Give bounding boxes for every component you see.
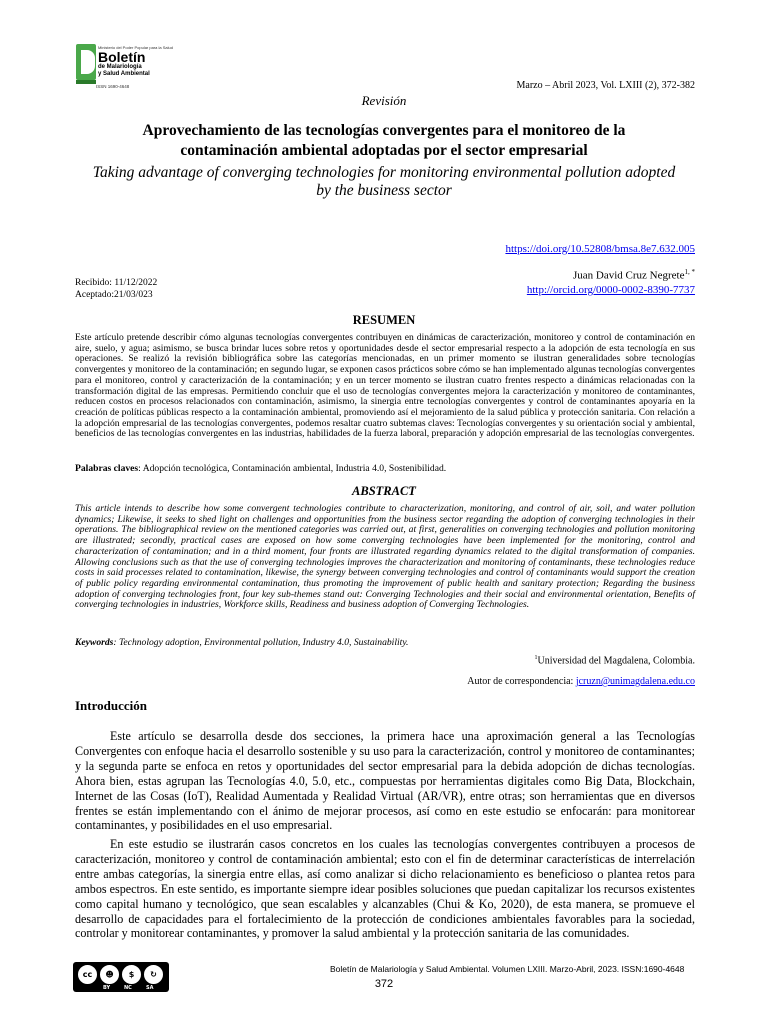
title-spanish: Aprovechamiento de las tecnologías convergentes para el monitoreo de la contaminación ambiental adoptadas por el sector empresarial bbox=[142, 122, 626, 159]
correspondence-label: Autor de correspondencia: bbox=[467, 676, 576, 687]
author-name: Juan David Cruz Negrete bbox=[573, 269, 685, 282]
cc-nc-label: NC bbox=[124, 985, 132, 991]
affiliation: $^1$Universidad del Magdalena, Colombia. bbox=[534, 655, 695, 667]
accepted-date: Aceptado:21/03/023 bbox=[75, 289, 153, 300]
intro-paragraph-1: Este artículo se desarrolla desde dos secciones, la primera hace una aproximación general a las Tecnologías Convergentes con enfoque hacia el desarrollo sostenible y su uso para la caracterización, control y monitoreo de contaminantes; y la segunda parte se enfoca en retos y oportunidades del sector empresarial para la debida adopción de dichas tecnologías. Ahora bien, estas agrupan las Tecnologías 4.0, 5.0, etc., compuestas por herramientas digitales como Big Data, Blockchain, Internet de las Cosas (IoT), Realidad Aumentada y Realidad Virtual (AR/VR), entre otras; son herramientas que en diversos frentes se están implementando con el ánimo de mejorar procesos, así como en este estudio se enfocarán: para monitorear contaminantes, y posibilidades en el uso empresarial. bbox=[75, 729, 695, 833]
author-sup: 1, * bbox=[684, 268, 695, 276]
correspondence bbox=[467, 676, 695, 687]
section-label: Revisión bbox=[361, 93, 407, 108]
keywords-en-label: Keywords bbox=[75, 637, 114, 648]
abstract-heading: ABSTRACT bbox=[352, 484, 416, 498]
intro-paragraph-2: En este estudio se ilustrarán casos concretos en los cuales las tecnologías convergentes contribuyen a procesos de caracterización, monitoreo y control de contaminación ambiental; esto con el fin de determinar características de interrelación entre ambas categorías, la sinergia entre ellas, así como analizar si dicho relacionamiento es beneficioso o plantea retos para ambos espectros. En este sentido, es importante siempre idear posibles soluciones que puedan capitalizar los recursos existentes como capital humano y tecnológico, que sean escalables y alcanzables (Chui & Ko, 2020), de esta manera, se promueve el desarrollo de capacidades para el fortalecimiento de la protección de condiciones ambientales favorables para la sociedad, controlar y monitorear contaminantes, y promover la salud ambiental y la protección sanitaria de las comunidades. bbox=[75, 837, 695, 941]
keywords-es bbox=[75, 463, 695, 474]
page-number: 372 bbox=[374, 978, 394, 990]
cc-sa-label: SA bbox=[146, 985, 154, 991]
journal-logo bbox=[76, 44, 176, 92]
sharealike-icon: ↻ bbox=[144, 965, 163, 984]
logo-subtitle: de Malariología y Salud Ambiental bbox=[98, 64, 150, 77]
footer-text: Boletín de Malariología y Salud Ambiental. Volumen LXIII. Marzo-Abril, 2023. ISSN:1690-4648 bbox=[330, 964, 685, 974]
resumen-heading: RESUMEN bbox=[352, 313, 416, 327]
keywords-es-text: : Adopción tecnológica, Contaminación ambiental, Industria 4.0, Sostenibilidad. bbox=[138, 463, 447, 474]
issue-info: Marzo – Abril 2023, Vol. LXIII (2), 372-382 bbox=[516, 80, 695, 91]
logo-tagline: Ministerio del Poder Popular para la Salud bbox=[98, 45, 173, 50]
resumen-text: Este artículo pretende describir cómo algunas tecnologías convergentes contribuyen en dinámicas de caracterización, monitoreo y control de contaminación en aire, suelo, y agua; asimismo, se busca brindar luces sobre retos y oportunidades desde el sector empresarial respecto a la adopción de esta tecnología en sus operaciones. Se realizó la revisión bibliográfica sobre las categorías mencionadas, en un primer momento se ilustran generalidades sobre tecnologías convergentes y monitoreo de la contaminación; en segundo lugar, se exponen casos prácticos sobre cómo se han implementado algunas tecnologías convergentes para el monitoreo, control y caracterización de la contaminación; y en un tercer momento se ilustran cuatro frentes respecto a dinámicas relacionadas con la transformación digital de las empresas. Permitiendo concluir que el uso de tecnologías convergentes mejora la caracterización y monitoreo de contaminantes, reducen costos en procesos relacionados con contaminación, asimismo, la sinergia entre tecnologías convergentes y control de contaminantes apoyaría en la creación de políticas públicas respecto a la contaminación ambiental, promoviendo así el mejoramiento de la salud pública y protección sanitaria. Con relación a la adopción empresarial de las tecnologías convergentes, podemos resaltar cuatro subtemas claves: Tecnologías convergentes y su orientación social y ambiental, beneficios de las tecnologías convergentes en las industrias, habilidades de la fuerza laboral, preparación y adopción empresarial de las tecnologías convergentes. bbox=[75, 332, 695, 440]
keywords-en-text: : Technology adoption, Environmental pollution, Industry 4.0, Sustainability. bbox=[113, 637, 409, 648]
keywords-en bbox=[75, 637, 695, 648]
doi-link[interactable]: https://doi.org/10.52808/bmsa.8e7.632.005 bbox=[505, 243, 695, 255]
received-date: Recibido: 11/12/2022 bbox=[75, 278, 158, 288]
intro-heading: Introducción bbox=[75, 698, 147, 713]
attribution-icon: ☻ bbox=[100, 965, 119, 984]
logo-mark-icon bbox=[76, 44, 96, 80]
cc-by-label: BY bbox=[103, 985, 111, 991]
title-english: Taking advantage of converging technologies for monitoring environmental pollution adopted by the business sector bbox=[92, 164, 676, 199]
author-line bbox=[573, 268, 695, 282]
abstract-text: This article intends to describe how some convergent technologies contribute to characterization, monitoring, and control of air, soil, and water pollution dynamics; Likewise, it seeks to shed light on challenges and opportunities from the business sector regarding the adoption of converging technologies in their operations. The bibliographical review on the mentioned categories was carried out, at first, generalities on converging technologies and pollution monitoring are illustrated; secondly, practical cases are exposed on how some converging technologies have been implemented for the monitoring, control and characterization of contamination; and in a third moment, four fronts are illustrated regarding dynamics related to the digital transformation of companies. Allowing conclusions such as that the use of converging technologies improves the characterization and monitoring of contaminants, these technologies reduce costs in said processes related to contamination, likewise, the synergy between converging technologies and control of contaminants would support the creation of public policy regarding environmental contamination, thus promoting the improvement of public health and sanitary protection; Regarding the business adoption of converging technologies front, four key sub-themes stand out: Converging Technologies and their social and environmental orientation, Benefits of converging technologies in industries, Workforce skills, Readiness and business adoption of Converging Technologies. bbox=[75, 503, 695, 611]
orcid-link[interactable]: http://orcid.org/0000-0002-8390-7737 bbox=[526, 284, 695, 296]
correspondence-email[interactable]: jcruzn@unimagdalena.edu.co bbox=[575, 676, 695, 687]
logo-title: Boletín bbox=[98, 49, 146, 65]
dates bbox=[75, 278, 157, 301]
cc-icon: cc bbox=[78, 965, 97, 984]
logo-issn: ISSN 1690-4648 bbox=[96, 84, 130, 89]
noncommercial-icon: $ bbox=[122, 965, 141, 984]
keywords-es-label: Palabras claves bbox=[75, 463, 139, 474]
